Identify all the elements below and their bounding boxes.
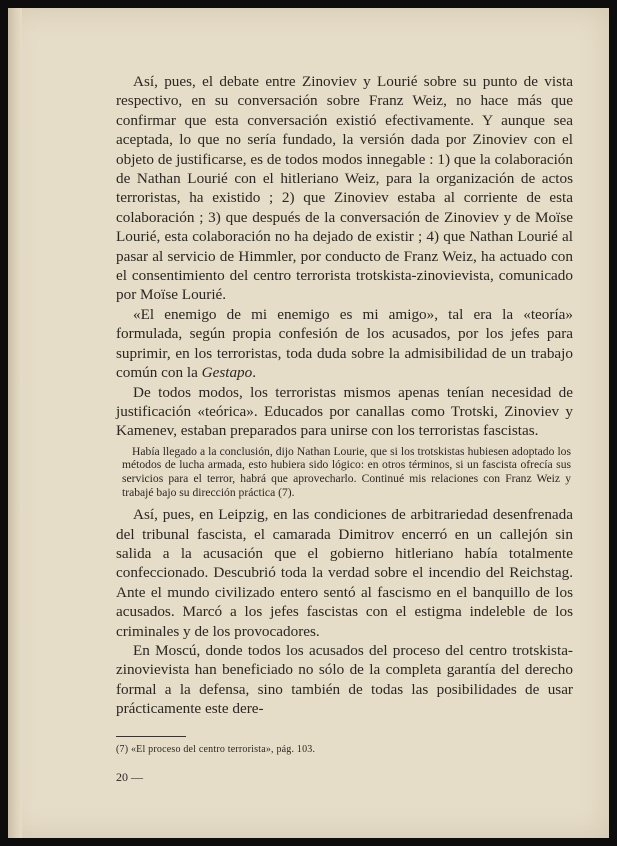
footnote: (7) «El proceso del centro terrorista», pág. 103. [116,744,316,755]
paragraph-1: Así, pues, el debate entre Zinoviev y Lourié sobre su punto de vista respectivo, en su conversación sobre Franz Weiz, no hace más que confirmar que esta conversación existió efectivamente. Y aunque sea aceptada, lo que no sería fundado, la versión dada por Zinoviev con el objeto de justificarse, es de todos modos innegable : 1) que la colaboración de Nathan Lourié con el hitleriano Weiz, para la organización de actos terroristas, ha existido ; 2) que Zinoviev estaba al corriente de esta colaboración ; 3) que después de la conversación de Zinoviev y de Moïse Lourié, esta colaboración no ha dejado de existir ; 4) que Nathan Lourié al pasar al servicio de Himmler, por conducto de Franz Weiz, ha actuado con el consentimiento del centro terrorista trotskista-zinovievista, comunicado por Moïse Lourié. [116,73,573,304]
page-spine-shadow [8,8,22,838]
footnote-divider [116,736,186,737]
paragraph-4: Así, pues, en Leipzig, en las condiciones de arbitrariedad desenfrenada del tribunal fascista, el camarada Dimitrov encerró en un callejón sin salida a la acusación que el gobierno hitleriano había totalmente confeccionado. Descubrió toda la verdad sobre el incendio del Reichstag. Ante el mundo civilizado entero sentó al fascismo en el banquillo de los acusados. Marcó a los jefes fascistas con el estigma indeleble de los criminales y de los provocadores. [116,506,573,640]
paragraph-2-end: . [252,364,257,382]
paragraph-5: En Moscú, donde todos los acusados del proceso del centro trotskista-zinovievista han beneficiado no sólo de la completa garantía del derecho formal a la defensa, sino también de todas las posibilidades de usar prácticamente este dere- [116,641,573,718]
block-quote: Había llegado a la conclusión, dijo Nathan Lourie, que si los trotskistas hubiesen adoptado los métodos de lucha armada, esto hubiera sido lógico: en otros términos, si un fascista ofrecía sus servicios para el terror, habrá que aprovecharlo. Continué mis relaciones con Franz Weiz y trabajé bajo su dirección práctica (7). [122,444,571,499]
paragraph-2-text: «El enemigo de mi enemigo es mi amigo», tal era la «teoría» formulada, según propia confesión de los acusados, por los jefes para suprimir, en los terroristas, toda duda sobre la admisibilidad de un trabajo común con la [116,305,573,382]
book-page [8,8,609,838]
paragraph-3: De todos modos, los terroristas mismos apenas tenían necesidad de justificación «teórica». Educados por canallas como Trotski, Zinoviev y Kamenev, estaban preparados para unirse con los terroristas fascistas. [116,383,573,440]
paragraph-2-italic: Gestapo [201,364,253,382]
main-text [116,72,573,719]
paragraph-2 [116,305,573,383]
page-number: 20 — [116,770,143,784]
